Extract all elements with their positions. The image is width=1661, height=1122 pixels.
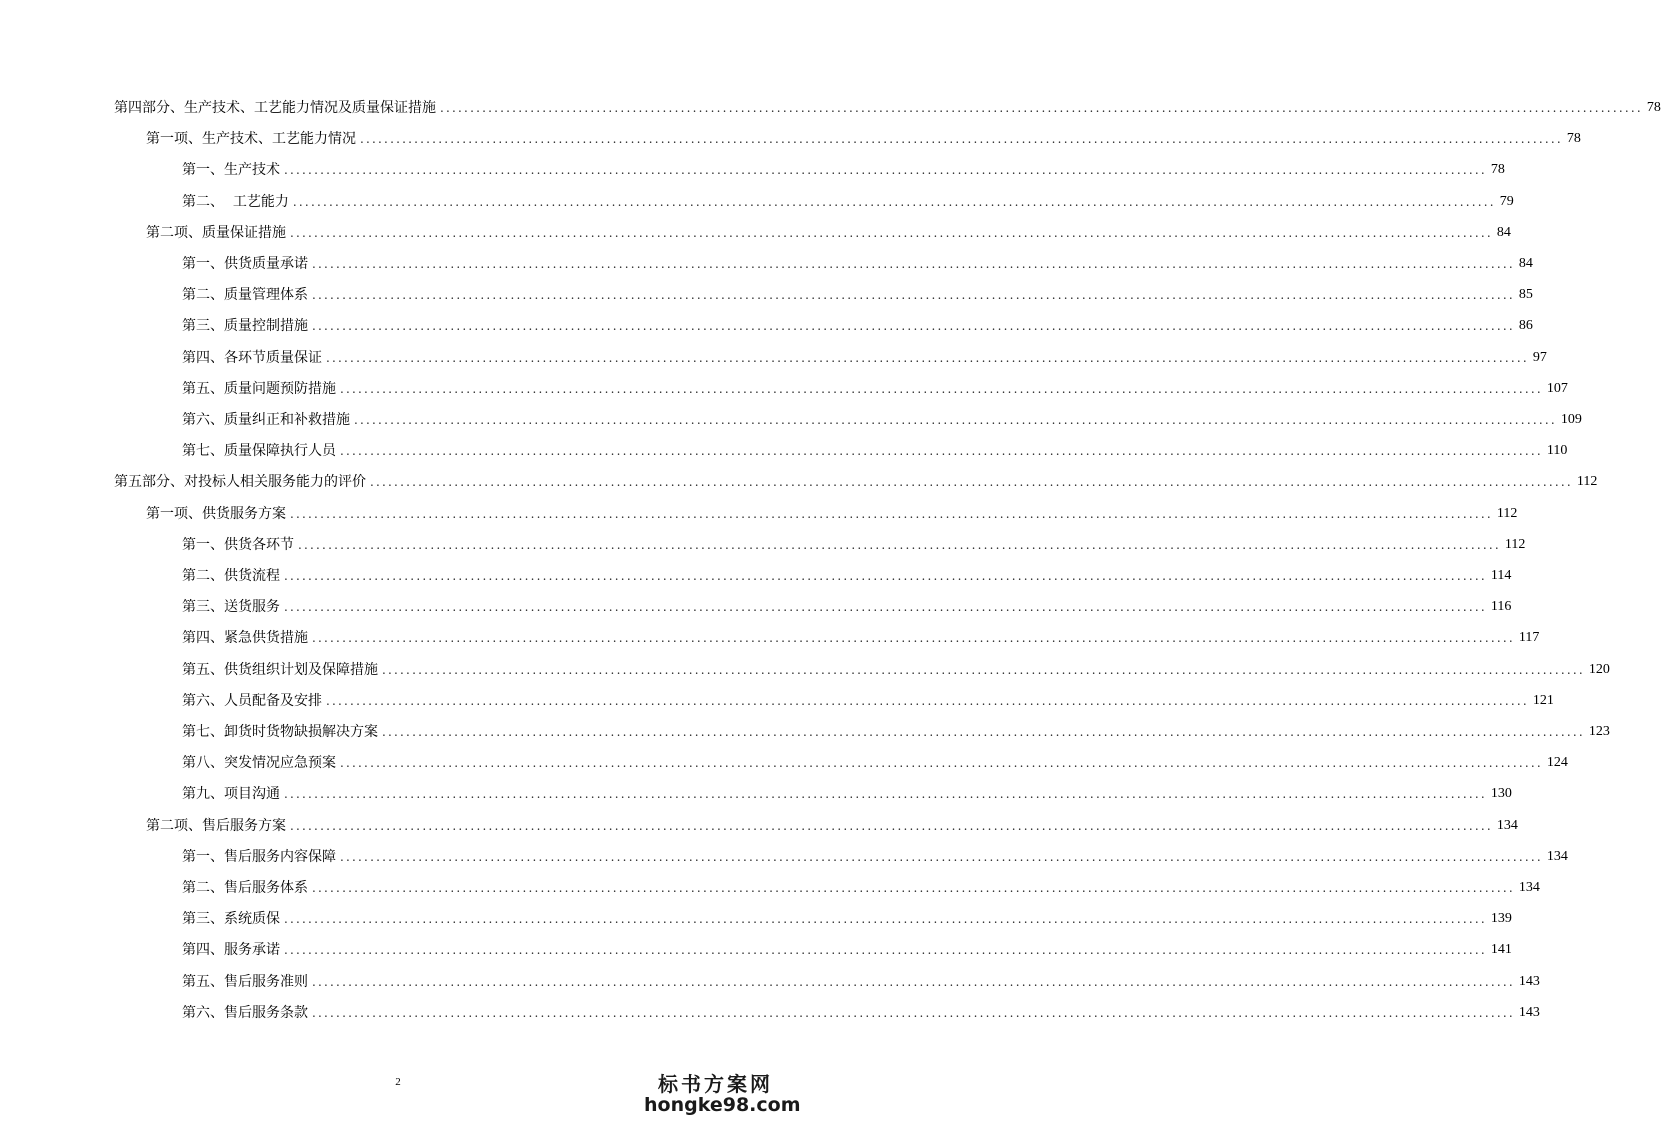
toc-entry-title: 第二项、质量保证措施 [146, 225, 286, 241]
toc-entry-title: 第三、质量控制措施 [182, 318, 308, 334]
watermark-cn-text: 标书方案网 [658, 1072, 773, 1096]
toc-dot-leader: ........................................................................................................................................................................................................ [312, 319, 1515, 333]
toc-entry[interactable] [182, 967, 1540, 991]
toc-entry-title: 第八、突发情况应急预案 [182, 755, 336, 771]
toc-entry[interactable] [182, 717, 1610, 741]
toc-dot-leader: ........................................................................................................................................................................................................ [312, 288, 1515, 302]
toc-entry[interactable] [182, 436, 1568, 460]
toc-entry-title: 第五、供货组织计划及保障措施 [182, 662, 378, 678]
toc-entry-title: 第六、售后服务条款 [182, 1005, 308, 1021]
toc-entry[interactable] [182, 904, 1512, 928]
toc-entry[interactable] [182, 779, 1512, 803]
toc-entry[interactable] [182, 311, 1533, 335]
toc-entry-page: 143 [1518, 1005, 1540, 1020]
toc-entry-title: 第二项、售后服务方案 [146, 818, 286, 834]
toc-entry-title: 第一项、供货服务方案 [146, 506, 286, 522]
toc-dot-leader: ........................................................................................................................................................................................................ [326, 351, 1529, 365]
toc-dot-leader: ........................................................................................................................................................................................................ [290, 819, 1493, 833]
toc-entry-page: 78 [1646, 100, 1661, 115]
page-number: 2 [395, 1076, 401, 1088]
toc-dot-leader: ........................................................................................................................................................................................................ [284, 600, 1487, 614]
toc-entry-page: 107 [1546, 381, 1568, 396]
toc-entry-title: 第四、服务承诺 [182, 942, 280, 958]
toc-dot-leader: ........................................................................................................................................................................................................ [340, 382, 1543, 396]
toc-entry-title: 第一、供货各环节 [182, 537, 294, 553]
toc-entry-page: 134 [1518, 880, 1540, 895]
toc-dot-leader: ........................................................................................................................................................................................................ [354, 413, 1557, 427]
toc-entry-page: 134 [1546, 849, 1568, 864]
toc-entry-page: 120 [1588, 662, 1610, 677]
toc-entry-page: 97 [1532, 350, 1547, 365]
toc-entry-page: 123 [1588, 724, 1610, 739]
toc-dot-leader: ........................................................................................................................................................................................................ [326, 694, 1529, 708]
toc-entry[interactable] [146, 811, 1518, 835]
toc-dot-leader: ........................................................................................................................................................................................................ [312, 975, 1515, 989]
toc-entry-page: 143 [1518, 974, 1540, 989]
toc-dot-leader: ........................................................................................................................................................................................................ [284, 163, 1487, 177]
toc-dot-leader: ........................................................................................................................................................................................................ [284, 569, 1487, 583]
toc-entry[interactable] [146, 499, 1518, 523]
toc-entry-page: 139 [1490, 911, 1512, 926]
toc-entry-page: 79 [1499, 194, 1514, 209]
toc-entry[interactable] [182, 155, 1505, 179]
toc-entry-page: 112 [1504, 537, 1526, 552]
toc-entry-title: 第九、项目沟通 [182, 786, 280, 802]
toc-entry-page: 114 [1490, 568, 1512, 583]
toc-entry-page: 117 [1518, 630, 1540, 645]
toc-dot-leader: ........................................................................................................................................................................................................ [298, 538, 1501, 552]
toc-entry-page: 112 [1496, 506, 1518, 521]
toc-entry[interactable] [182, 592, 1512, 616]
toc-entry[interactable] [114, 93, 1661, 117]
toc-dot-leader: ........................................................................................................................................................................................................ [312, 1006, 1515, 1020]
toc-entry-page: 141 [1490, 942, 1512, 957]
toc-entry-page: 116 [1490, 599, 1512, 614]
toc-entry-title: 第七、质量保障执行人员 [182, 443, 336, 459]
toc-entry[interactable] [182, 249, 1533, 273]
toc-entry-title: 第二、 工艺能力 [182, 194, 289, 210]
watermark-logo [644, 1068, 801, 1118]
toc-entry-title: 第二、质量管理体系 [182, 287, 308, 303]
toc-entry-page: 78 [1566, 131, 1581, 146]
toc-dot-leader: ........................................................................................................................................................................................................ [312, 881, 1515, 895]
toc-dot-leader: ........................................................................................................................................................................................................ [340, 756, 1543, 770]
toc-entry[interactable] [182, 655, 1610, 679]
toc-entry[interactable] [182, 623, 1540, 647]
toc-dot-leader: ........................................................................................................................................................................................................ [290, 507, 1493, 521]
toc-entry-title: 第五、质量问题预防措施 [182, 381, 336, 397]
toc-entry-title: 第三、系统质保 [182, 911, 280, 927]
toc-entry-page: 85 [1518, 287, 1533, 302]
toc-dot-leader: ........................................................................................................................................................................................................ [292, 195, 1496, 209]
toc-entry-title: 第四、紧急供货措施 [182, 630, 308, 646]
toc-entry[interactable] [182, 873, 1540, 897]
toc-entry-page: 124 [1546, 755, 1568, 770]
toc-entry-title: 第一、供货质量承诺 [182, 256, 308, 272]
toc-entry-title: 第三、送货服务 [182, 599, 280, 615]
toc-entry-title: 第六、人员配备及安排 [182, 693, 322, 709]
toc-entry-page: 112 [1576, 474, 1598, 489]
toc-dot-leader: ........................................................................................................................................................................................................ [290, 226, 1493, 240]
toc-dot-leader: ........................................................................................................................................................................................................ [312, 631, 1515, 645]
toc-dot-leader: ........................................................................................................................................................................................................ [382, 725, 1585, 739]
toc-entry-title: 第四部分、生产技术、工艺能力情况及质量保证措施 [114, 100, 436, 116]
toc-entry-title: 第五、售后服务准则 [182, 974, 308, 990]
toc-entry[interactable] [182, 842, 1568, 866]
toc-entry-page: 109 [1560, 412, 1582, 427]
toc-entry-page: 121 [1532, 693, 1554, 708]
toc-entry[interactable] [114, 467, 1598, 491]
toc-entry[interactable] [146, 124, 1581, 148]
toc-entry[interactable] [182, 748, 1568, 772]
toc-entry[interactable] [182, 405, 1582, 429]
toc-entry-title: 第四、各环节质量保证 [182, 350, 322, 366]
toc-entry-page: 110 [1546, 443, 1568, 458]
watermark-en-text: hongke98.com [644, 1094, 801, 1116]
toc-dot-leader: ........................................................................................................................................................................................................ [440, 101, 1643, 115]
toc-entry-title: 第六、质量纠正和补救措施 [182, 412, 350, 428]
toc-entry[interactable] [182, 374, 1568, 398]
toc-dot-leader: ........................................................................................................................................................................................................ [284, 943, 1487, 957]
toc-dot-leader: ........................................................................................................................................................................................................ [340, 444, 1543, 458]
toc-dot-leader: ........................................................................................................................................................................................................ [370, 475, 1573, 489]
toc-entry[interactable] [182, 187, 1514, 211]
toc-entry[interactable] [182, 530, 1526, 554]
toc-dot-leader: ........................................................................................................................................................................................................ [284, 912, 1487, 926]
toc-entry-page: 78 [1490, 162, 1505, 177]
toc-entry[interactable] [182, 343, 1547, 367]
toc-entry-title: 第一项、生产技术、工艺能力情况 [146, 131, 356, 147]
toc-entry[interactable] [182, 935, 1512, 959]
toc-entry-page: 130 [1490, 786, 1512, 801]
toc-entry[interactable] [146, 218, 1511, 242]
toc-entry-page: 86 [1518, 318, 1533, 333]
toc-dot-leader: ........................................................................................................................................................................................................ [360, 132, 1563, 146]
toc-entry[interactable] [182, 561, 1512, 585]
toc-entry-title: 第七、卸货时货物缺损解决方案 [182, 724, 378, 740]
toc-entry-page: 84 [1496, 225, 1511, 240]
toc-entry-title: 第二、售后服务体系 [182, 880, 308, 896]
toc-entry-title: 第一、生产技术 [182, 162, 280, 178]
toc-dot-leader: ........................................................................................................................................................................................................ [284, 787, 1487, 801]
toc-entry[interactable] [182, 998, 1540, 1022]
toc-dot-leader: ........................................................................................................................................................................................................ [382, 663, 1585, 677]
toc-entry[interactable] [182, 280, 1533, 304]
toc-dot-leader: ........................................................................................................................................................................................................ [312, 257, 1515, 271]
toc-entry-title: 第五部分、对投标人相关服务能力的评价 [114, 474, 366, 490]
toc-entry[interactable] [182, 686, 1554, 710]
toc-entry-title: 第二、供货流程 [182, 568, 280, 584]
toc-dot-leader: ........................................................................................................................................................................................................ [340, 850, 1543, 864]
toc-entry-page: 134 [1496, 818, 1518, 833]
toc-entry-page: 84 [1518, 256, 1533, 271]
toc-entry-title: 第一、售后服务内容保障 [182, 849, 336, 865]
